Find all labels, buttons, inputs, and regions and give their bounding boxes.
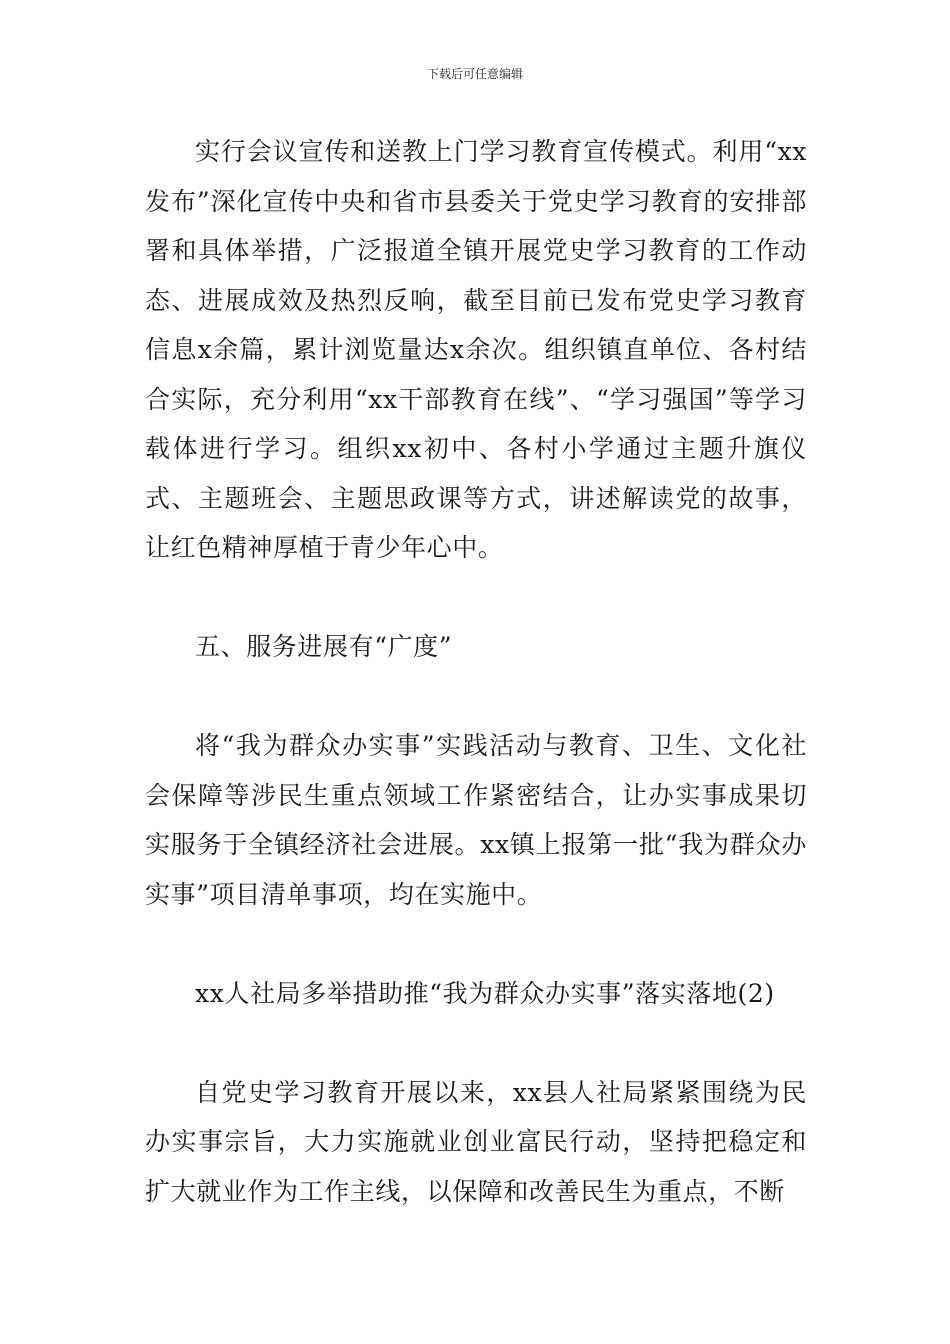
article-title: xx人社局多举措助推“我为群众办实事”落实落地(2) [195,978,775,1008]
paragraph-propaganda: 实行会议宣传和送教上门学习教育宣传模式。利用“xx发布”深化宣传中央和省市县委关于党史学习教育的安排部署和具体举措，广泛报道全镇开展党史学习教育的工作动态、进展成效及热烈反响，截至目前已发布党史学习教育信息x余篇，累计浏览量达x余次。组织镇直单位、各村结合实际，充分利用“xx干部教育在线”、“学习强国”等学习载体进行学习。组织xx初中、各村小学通过主题升旗仪式、主题班会、主题思政课等方式，讲述解读党的故事，让红色精神厚植于青少年心中。 [145,137,807,562]
paragraph-spacer [145,573,807,623]
paragraph-service: 将“我为群众办实事”实践活动与教育、卫生、文化社会保障等涉民生重点领域工作紧密结合，让办实事成果切实服务于全镇经济社会进展。xx镇上报第一批“我为群众办实事”项目清单事项，均在实施中。 [145,731,807,909]
document-body [145,127,807,1216]
paragraph-spacer [145,672,807,722]
section-heading-five: 五、服务进展有“广度” [195,632,453,661]
paragraph-employment: 自党史学习教育开展以来，xx县人社局紧紧围绕为民办实事宗旨，大力实施就业创业富民行动，坚持把稳定和扩大就业作为工作主线，以保障和改善民生为重点，不断 [145,1077,807,1206]
paragraph-spacer [145,1018,807,1068]
page-header-note: 下载后可任意编辑 [426,67,523,81]
paragraph-spacer [145,919,807,969]
